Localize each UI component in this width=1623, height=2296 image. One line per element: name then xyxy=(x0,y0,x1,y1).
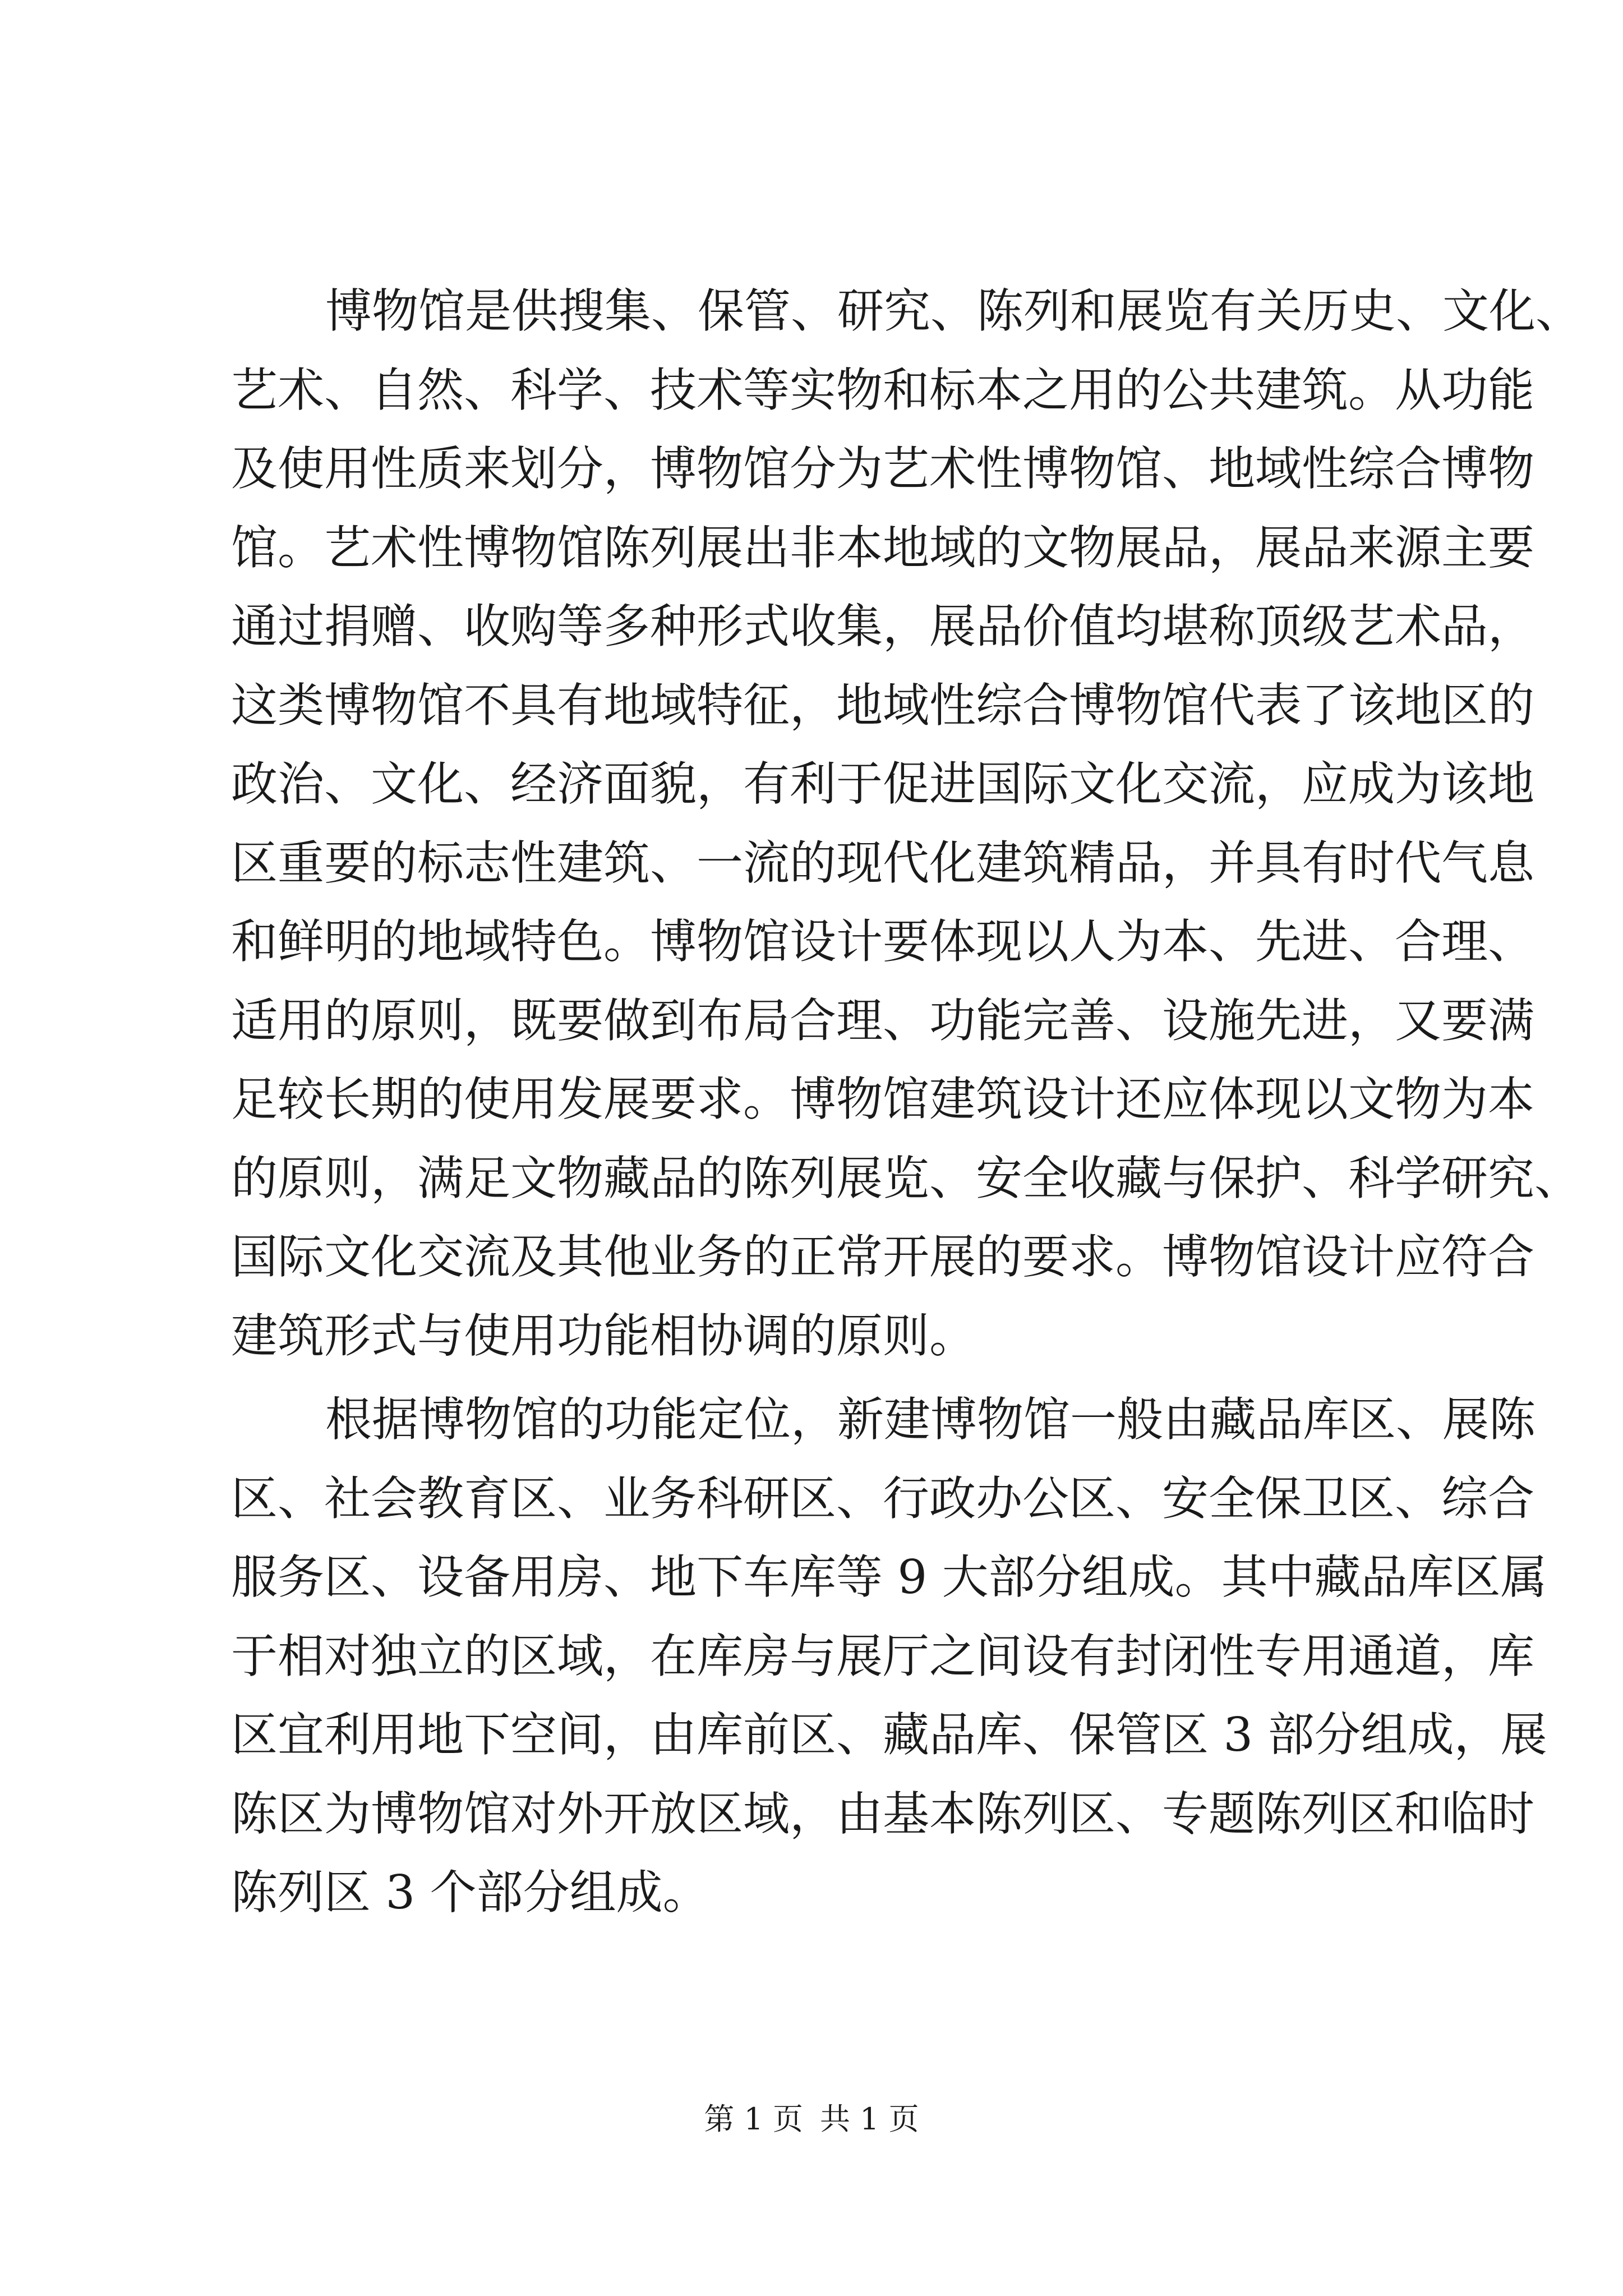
page-footer xyxy=(0,2095,1623,2138)
paragraph-line: 这类博物馆不具有地域特征，地域性综合博物馆代表了该地区的 xyxy=(231,678,1534,733)
paragraph-1 xyxy=(231,272,1582,1375)
paragraph-line: 建筑形式与使用功能相协调的原则。 xyxy=(231,1308,976,1363)
paragraph-line: 陈区为博物馆对外开放区域，由基本陈列区、专题陈列区和临时 xyxy=(231,1786,1534,1841)
paragraph-line: 馆。艺术性博物馆陈列展出非本地域的文物展品，展品来源主要 xyxy=(231,520,1534,575)
paragraph-line: 国际文化交流及其他业务的正常开展的要求。博物馆设计应符合 xyxy=(231,1230,1534,1284)
paragraph-line: 于相对独立的区域，在库房与展厅之间设有封闭性专用通道，库 xyxy=(231,1628,1534,1683)
page-total: 共 1 页 xyxy=(820,2101,919,2137)
paragraph-line: 和鲜明的地域特色。博物馆设计要体现以人为本、先进、合理、 xyxy=(231,914,1534,969)
paragraph-line: 足较长期的使用发展要求。博物馆建筑设计还应体现以文物为本 xyxy=(231,1072,1534,1126)
paragraph-line: 的原则，满足文物藏品的陈列展览、安全收藏与保护、科学研究、 xyxy=(231,1151,1581,1205)
paragraph-spacer xyxy=(231,1375,1420,1381)
paragraph-line: 适用的原则，既要做到布局合理、功能完善、设施先进，又要满 xyxy=(231,993,1534,1048)
paragraph-line: 服务区、设备用房、地下车库等 9 大部分组成。其中藏品库区属 xyxy=(231,1550,1547,1604)
paragraph-line: 艺术、自然、科学、技术等实物和标本之用的公共建筑。从功能 xyxy=(231,362,1534,417)
paragraph-line: 博物馆是供搜集、保管、研究、陈列和展览有关历史、文化、 xyxy=(325,284,1582,338)
paragraph-line: 及使用性质来划分，博物馆分为艺术性博物馆、地域性综合博物 xyxy=(231,441,1534,496)
paragraph-line: 根据博物馆的功能定位，新建博物馆一般由藏品库区、展陈 xyxy=(325,1392,1536,1447)
body-text xyxy=(231,272,1582,1932)
paragraph-line: 政治、文化、经济面貌，有利于促进国际文化交流，应成为该地 xyxy=(231,757,1534,811)
page-number: 第 1 页 xyxy=(704,2101,803,2137)
paragraph-2 xyxy=(231,1381,1547,1932)
paragraph-line: 陈列区 3 个部分组成。 xyxy=(231,1865,709,1920)
paragraph-line: 区、社会教育区、业务科研区、行政办公区、安全保卫区、综合 xyxy=(231,1471,1534,1526)
paragraph-line: 区重要的标志性建筑、一流的现代化建筑精品，并具有时代气息 xyxy=(231,835,1534,890)
paragraph-line: 通过捐赠、收购等多种形式收集，展品价值均堪称顶级艺术品， xyxy=(231,599,1534,654)
paragraph-line: 区宜利用地下空间，由库前区、藏品库、保管区 3 部分组成，展 xyxy=(231,1708,1547,1762)
